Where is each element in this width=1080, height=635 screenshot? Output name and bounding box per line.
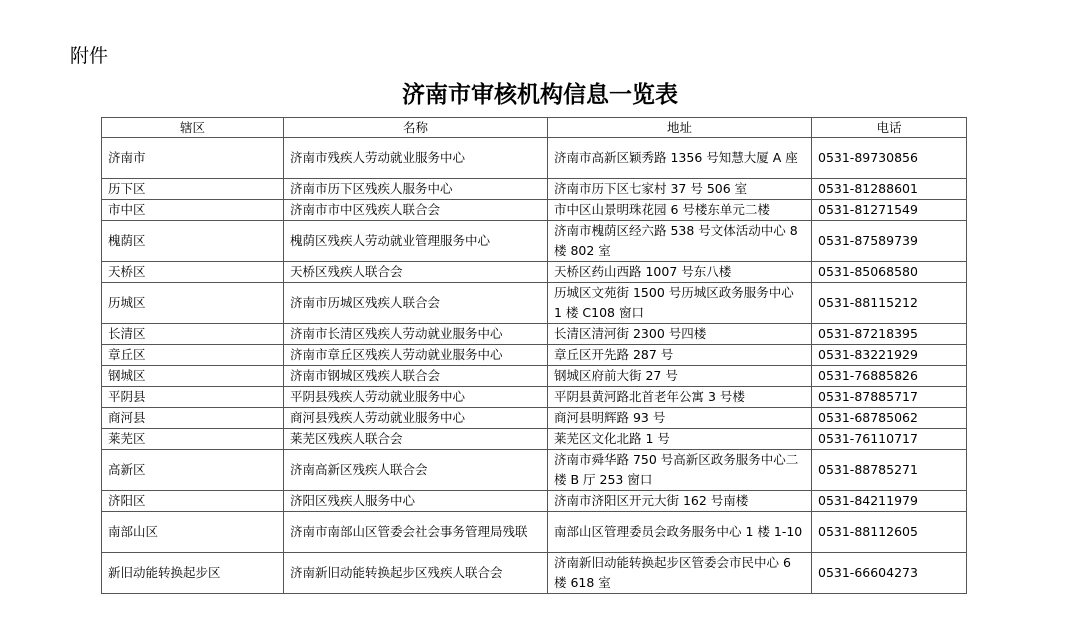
- institution-table: [101, 117, 967, 594]
- phone-cell: 0531-81288601: [812, 179, 967, 200]
- name-cell: 平阴县残疾人劳动就业服务中心: [284, 387, 548, 408]
- address-cell: 济南市济阳区开元大街 162 号南楼: [548, 491, 812, 512]
- table-row: [102, 221, 967, 262]
- phone-cell: 0531-87885717: [812, 387, 967, 408]
- address-cell: 济南市舜华路 750 号高新区政务服务中心二楼 B 厅 253 窗口: [548, 450, 812, 491]
- name-cell: 济南市残疾人劳动就业服务中心: [284, 138, 548, 179]
- table-row: [102, 450, 967, 491]
- district-cell: 历城区: [102, 283, 284, 324]
- district-cell: 新旧动能转换起步区: [102, 553, 284, 594]
- header-name: 名称: [284, 118, 548, 138]
- phone-cell: 0531-87589739: [812, 221, 967, 262]
- name-cell: 济南市长清区残疾人劳动就业服务中心: [284, 324, 548, 345]
- district-cell: 市中区: [102, 200, 284, 221]
- table-row: [102, 324, 967, 345]
- phone-cell: 0531-87218395: [812, 324, 967, 345]
- table-row: [102, 553, 967, 594]
- district-cell: 天桥区: [102, 262, 284, 283]
- district-cell: 济阳区: [102, 491, 284, 512]
- phone-cell: 0531-88785271: [812, 450, 967, 491]
- phone-cell: 0531-88115212: [812, 283, 967, 324]
- address-cell: 济南新旧动能转换起步区管委会市民中心 6 楼 618 室: [548, 553, 812, 594]
- name-cell: 济南市历下区残疾人服务中心: [284, 179, 548, 200]
- phone-cell: 0531-84211979: [812, 491, 967, 512]
- district-cell: 南部山区: [102, 512, 284, 553]
- phone-cell: 0531-89730856: [812, 138, 967, 179]
- address-cell: 长清区清河街 2300 号四楼: [548, 324, 812, 345]
- table-row: [102, 366, 967, 387]
- table-row: [102, 491, 967, 512]
- phone-cell: 0531-88112605: [812, 512, 967, 553]
- table-row: [102, 200, 967, 221]
- header-district: 辖区: [102, 118, 284, 138]
- address-cell: 市中区山景明珠花园 6 号楼东单元二楼: [548, 200, 812, 221]
- address-cell: 章丘区开先路 287 号: [548, 345, 812, 366]
- phone-cell: 0531-81271549: [812, 200, 967, 221]
- district-cell: 钢城区: [102, 366, 284, 387]
- header-phone: 电话: [812, 118, 967, 138]
- district-cell: 济南市: [102, 138, 284, 179]
- name-cell: 济南市钢城区残疾人联合会: [284, 366, 548, 387]
- table-row: [102, 387, 967, 408]
- district-cell: 章丘区: [102, 345, 284, 366]
- district-cell: 历下区: [102, 179, 284, 200]
- district-cell: 莱芜区: [102, 429, 284, 450]
- name-cell: 济南高新区残疾人联合会: [284, 450, 548, 491]
- phone-cell: 0531-76885826: [812, 366, 967, 387]
- address-cell: 济南市槐荫区经六路 538 号文体活动中心 8 楼 802 室: [548, 221, 812, 262]
- table-row: [102, 283, 967, 324]
- address-cell: 历城区文苑街 1500 号历城区政务服务中心 1 楼 C108 窗口: [548, 283, 812, 324]
- phone-cell: 0531-83221929: [812, 345, 967, 366]
- address-cell: 济南市历下区七家村 37 号 506 室: [548, 179, 812, 200]
- table-header-row: [102, 118, 967, 138]
- name-cell: 莱芜区残疾人联合会: [284, 429, 548, 450]
- district-cell: 长清区: [102, 324, 284, 345]
- name-cell: 济南市市中区残疾人联合会: [284, 200, 548, 221]
- district-cell: 高新区: [102, 450, 284, 491]
- district-cell: 商河县: [102, 408, 284, 429]
- table-row: [102, 179, 967, 200]
- table-row: [102, 345, 967, 366]
- name-cell: 济南市历城区残疾人联合会: [284, 283, 548, 324]
- name-cell: 天桥区残疾人联合会: [284, 262, 548, 283]
- address-cell: 济南市高新区颖秀路 1356 号知慧大厦 A 座: [548, 138, 812, 179]
- address-cell: 平阴县黄河路北首老年公寓 3 号楼: [548, 387, 812, 408]
- table-row: [102, 262, 967, 283]
- name-cell: 济南市章丘区残疾人劳动就业服务中心: [284, 345, 548, 366]
- phone-cell: 0531-66604273: [812, 553, 967, 594]
- name-cell: 槐荫区残疾人劳动就业管理服务中心: [284, 221, 548, 262]
- phone-cell: 0531-85068580: [812, 262, 967, 283]
- phone-cell: 0531-76110717: [812, 429, 967, 450]
- address-cell: 莱芜区文化北路 1 号: [548, 429, 812, 450]
- attachment-label: 附件: [70, 45, 109, 67]
- table-row: [102, 138, 967, 179]
- address-cell: 南部山区管理委员会政务服务中心 1 楼 1-10: [548, 512, 812, 553]
- address-cell: 钢城区府前大街 27 号: [548, 366, 812, 387]
- district-cell: 槐荫区: [102, 221, 284, 262]
- phone-cell: 0531-68785062: [812, 408, 967, 429]
- address-cell: 商河县明辉路 93 号: [548, 408, 812, 429]
- document-title: 济南市审核机构信息一览表: [402, 82, 678, 108]
- name-cell: 济南新旧动能转换起步区残疾人联合会: [284, 553, 548, 594]
- table-row: [102, 429, 967, 450]
- name-cell: 济阳区残疾人服务中心: [284, 491, 548, 512]
- district-cell: 平阴县: [102, 387, 284, 408]
- name-cell: 商河县残疾人劳动就业服务中心: [284, 408, 548, 429]
- address-cell: 天桥区药山西路 1007 号东八楼: [548, 262, 812, 283]
- table-row: [102, 512, 967, 553]
- name-cell: 济南市南部山区管委会社会事务管理局残联: [284, 512, 548, 553]
- table-row: [102, 408, 967, 429]
- header-address: 地址: [548, 118, 812, 138]
